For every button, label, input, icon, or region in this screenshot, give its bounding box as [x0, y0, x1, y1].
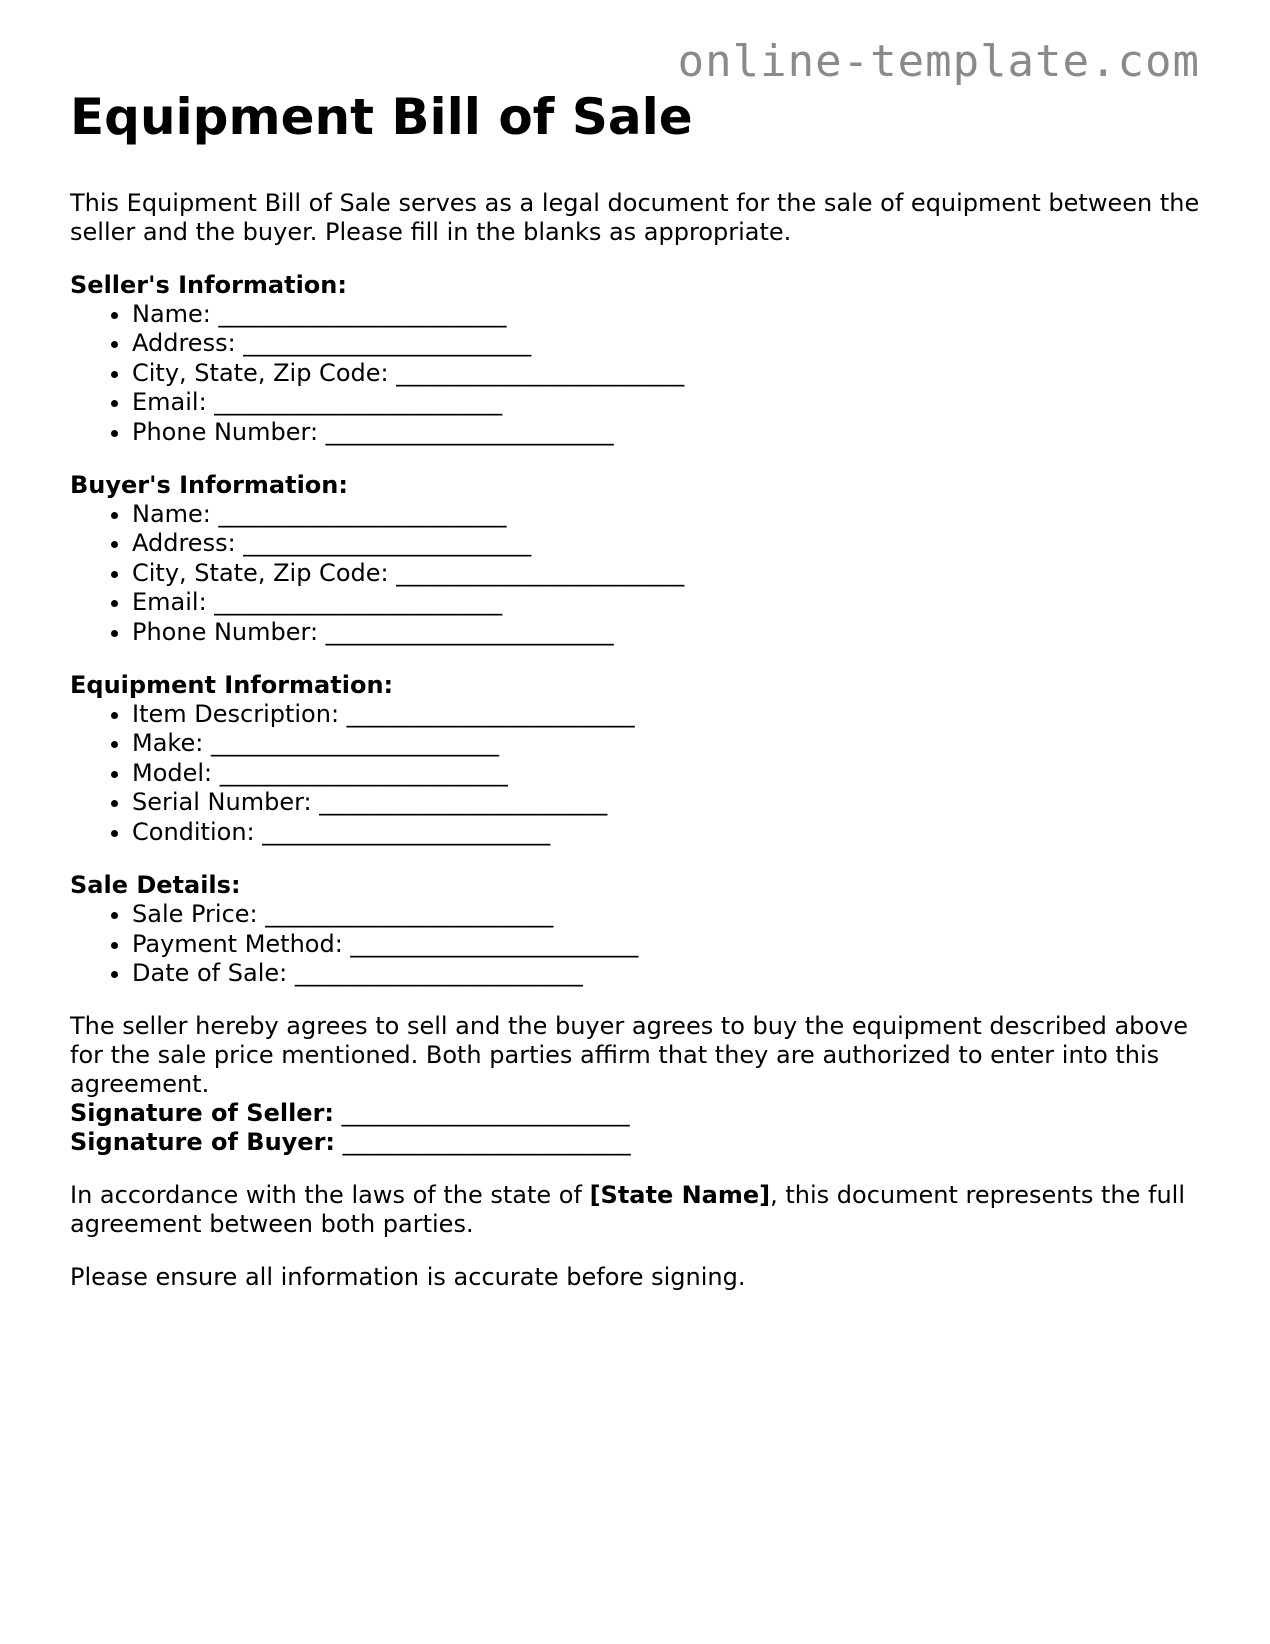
- sale-price-field[interactable]: • Sale Price: ________________________: [132, 900, 1210, 929]
- governing-law-prefix: In accordance with the laws of the state of: [70, 1181, 590, 1210]
- buyer-signature-label: Signature of Buyer:: [70, 1128, 336, 1157]
- date-of-sale-field[interactable]: • Date of Sale: ________________________: [132, 959, 1210, 988]
- seller-signature-line[interactable]: [70, 1099, 1210, 1128]
- seller-signature-blank[interactable]: ________________________: [334, 1099, 630, 1128]
- serial-number-field[interactable]: • Serial Number: ________________________: [132, 788, 1210, 817]
- document-title: Equipment Bill of Sale: [70, 88, 693, 146]
- buyer-city-state-zip-field[interactable]: • City, State, Zip Code: ________________________: [132, 559, 1210, 588]
- state-name-placeholder: [State Name]: [589, 1181, 771, 1210]
- buyer-phone-field[interactable]: • Phone Number: ________________________: [132, 618, 1210, 647]
- seller-phone-field[interactable]: • Phone Number: ________________________: [132, 418, 1210, 447]
- seller-name-field[interactable]: • Name: ________________________: [132, 300, 1210, 329]
- make-field[interactable]: • Make: ________________________: [132, 729, 1210, 758]
- buyer-heading: Buyer's Information:: [70, 471, 348, 500]
- seller-heading: Seller's Information:: [70, 271, 347, 299]
- watermark: online-template.com: [677, 36, 1200, 87]
- document-body: [70, 0, 1210, 1292]
- seller-address-field[interactable]: • Address: ________________________: [132, 329, 1210, 358]
- item-description-field[interactable]: • Item Description: ________________________: [132, 700, 1210, 729]
- sale-heading: Sale Details:: [70, 871, 241, 900]
- equipment-heading: Equipment Information:: [70, 671, 394, 700]
- closing-paragraph: Please ensure all information is accurate before signing.: [70, 1263, 746, 1292]
- agreement-paragraph: The seller hereby agrees to sell and the buyer agrees to buy the equipment described above for the sale price mentioned. Both parties affirm that they are authorized to enter into this agreement.: [70, 1012, 1189, 1099]
- seller-email-field[interactable]: • Email: ________________________: [132, 388, 1210, 417]
- seller-fields-list: [70, 300, 1210, 447]
- model-field[interactable]: • Model: ________________________: [132, 759, 1210, 788]
- payment-method-field[interactable]: • Payment Method: ________________________: [132, 930, 1210, 959]
- buyer-fields-list: [70, 500, 1210, 647]
- condition-field[interactable]: • Condition: ________________________: [132, 818, 1210, 847]
- governing-law-paragraph: [70, 1181, 1210, 1239]
- buyer-email-field[interactable]: • Email: ________________________: [132, 588, 1210, 617]
- seller-city-state-zip-field[interactable]: • City, State, Zip Code: ________________________: [132, 359, 1210, 388]
- seller-signature-label: Signature of Seller:: [70, 1099, 335, 1128]
- intro-paragraph: This Equipment Bill of Sale serves as a legal document for the sale of equipment between the seller and the buyer. Please fill in the blanks as appropriate.: [70, 189, 1200, 246]
- buyer-signature-line[interactable]: [70, 1128, 1210, 1157]
- buyer-address-field[interactable]: • Address: ________________________: [132, 529, 1210, 558]
- governing-law-suffix: , this document represents the full agreement between both parties.: [70, 1181, 1186, 1239]
- buyer-name-field[interactable]: • Name: ________________________: [132, 500, 1210, 529]
- equipment-fields-list: [70, 700, 1210, 847]
- buyer-signature-blank[interactable]: ________________________: [335, 1128, 631, 1157]
- sale-fields-list: [70, 900, 1210, 988]
